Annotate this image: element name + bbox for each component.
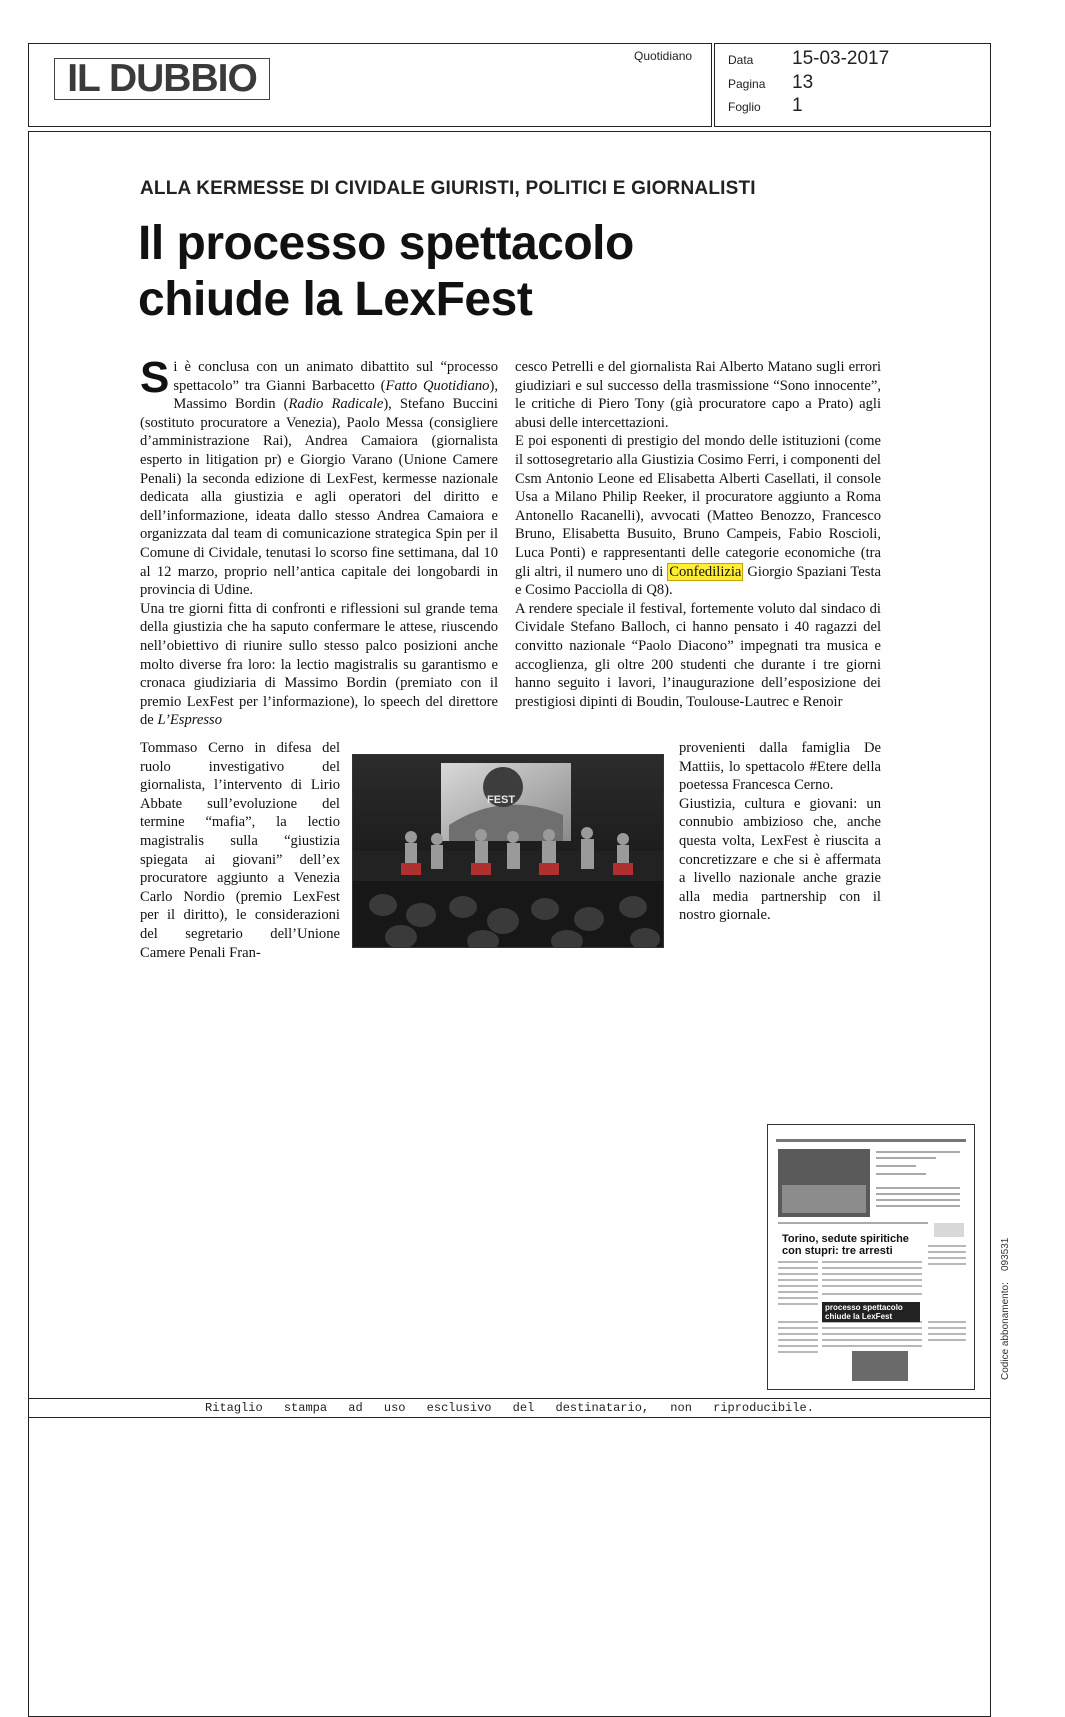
clipping-notice: Ritaglio stampa ad uso esclusivo del destinatario, non riproducibile.	[28, 1398, 991, 1418]
article-kicker: ALLA KERMESSE DI CIVIDALE GIURISTI, POLITICI E GIORNALISTI	[140, 178, 756, 199]
date-label: Data	[728, 53, 754, 67]
italic-run: Radio Radicale	[288, 396, 384, 413]
highlighted-keyword: Confedilizia	[669, 563, 742, 580]
text-run: ), Massimo Bordin (	[173, 377, 498, 413]
headline-line-1: Il processo spettacolo	[138, 217, 634, 270]
thumbnail-article-headline: processo spettacolo chiude la LexFest	[822, 1302, 920, 1322]
paragraph: provenienti dalla famiglia De Mattiis, lo spettacolo #Etere della poetessa Francesca Cerno.	[679, 740, 881, 794]
thumbnail-headline: Torino, sedute spiritiche con stupri: tre arresti	[782, 1233, 909, 1257]
paragraph: Giustizia, cultura e giovani: un connubio ambizioso che, anche questa volta, LexFest è riuscita a concretizzare e che si è affermata a livello nazionale anche grazie alla media partnership con il nostro giornale.	[679, 795, 881, 924]
paragraph	[140, 600, 498, 730]
thumbnail-page-layout	[768, 1125, 974, 1389]
page-label: Pagina	[728, 77, 766, 91]
italic-run: Fatto Quotidiano	[385, 377, 490, 394]
paragraph: Tommaso Cerno in difesa del ruolo investigativo del giornalista, l’intervento di Lirio Abbate sull’evoluzione del termine “mafia”, la lectio magistralis sulla “giustizia spiegata ai giovani” dell’ex procuratore aggiunto a Venezia Carlo Nordio (premio LexFest per il diritto), le considerazioni del segretario dell’Unione Camere Penali Fran-	[140, 740, 340, 961]
paragraph: A rendere speciale il festival, fortemente voluto dal sindaco di Cividale Stefano Balloch, ci hanno pensato i 40 ragazzi del convitto nazionale “Paolo Diacono” impegnati tra musica e accoglienza, gli oltre 200 studenti che durante i tre giorni hanno seguito i lavori, l’inaugurazione dell’esposizione dei prestigiosi dipinti di Boudin, Toulouse-Lautrec e Renoir	[515, 600, 881, 710]
page-value: 13	[792, 72, 814, 93]
subscription-number: 093531	[1000, 1237, 1011, 1272]
date-value: 15-03-2017	[792, 48, 890, 69]
publication-kind: Quotidiano	[634, 49, 693, 63]
article-column-2	[515, 358, 881, 711]
text-run: i è conclusa con un animato dibattito sul “processo spettacolo” tra Gianni Barbacetto (	[173, 359, 498, 394]
paragraph	[140, 353, 498, 600]
paragraph	[515, 432, 881, 599]
sheet-label: Foglio	[728, 100, 761, 114]
paragraph: cesco Petrelli e del giornalista Rai Alberto Matano sugli errori giudiziari e sul successo della trasmissione “Sono innocente”, le critiche di Piero Tony (già procuratore capo a Prato) agli abusi delle intercettazioni.	[515, 359, 881, 431]
text-run: Una tre giorni fitta di confronti e riflessioni sul grande tema della giustizia che ha saputo confermare le attese, riuscendo nell’obiettivo di riunire sullo stesso palco posizioni anche molto diverse fra loro: la lectio magistralis su garantismo e cronaca giudiziaria di Massimo Bordin (premiato con il premio LexFest per l’informazione), lo speech del direttore de	[140, 600, 498, 729]
text-run: Giorgio Spaziani Testa e Cosimo Pacciolla di Q8).	[515, 563, 881, 599]
article-photo	[352, 754, 664, 948]
italic-run: L’Espresso	[157, 712, 223, 729]
article-headline	[138, 216, 858, 328]
sheet-value: 1	[792, 95, 803, 116]
newspaper-logo: IL DUBBIO	[54, 58, 270, 100]
text-run: ), Stefano Buccini (sostituto procuratore a Venezia), Paolo Messa (consigliere d’amministrazione Rai), Andrea Camaiora (giornalista esperto in litigation pr) e Giorgio Varano (Unione Camere Penali) la seconda edizione di LexFest, kermesse nazionale dedicata alla giustizia e agli operatori del diritto e dell’informazione, ideata dallo stesso Andrea Camaiora e organizzata dal team di comunicazione strategica Spin per il Comune di Cividale, tenutasi lo scorso fine settimana, dal 10 al 12 marzo, proprio nell’antica capitale dei longobardi in provincia di Udine.	[140, 396, 498, 599]
headline-line-2: chiude la LexFest	[138, 273, 533, 326]
article-column-1-continued	[140, 739, 340, 962]
article-column-1	[140, 353, 498, 730]
text-run: E poi esponenti di prestigio del mondo delle istituzioni (come il sottosegretario alla Giustizia Cosimo Ferri, i componenti del Csm Antonio Leone ed Elisabetta Alberti Casellati, il console Usa a Milano Philip Reeker, il procuratore aggiunto a Roma Antonello Racanelli), avvocati (Matteo Benozzo, Francesco Bruno, Elisabetta Busuito, Bruno Campeis, Fabio Roscioli, Luca Ponti) e rappresentanti delle categorie economiche (tra gli altri, il numero uno di	[515, 433, 881, 580]
screen-logo-text: FEST	[487, 794, 516, 806]
article-column-2-continued	[679, 739, 881, 925]
conference-stage-image	[353, 755, 663, 947]
dropcap: S	[140, 353, 170, 402]
front-page-thumbnail	[767, 1124, 975, 1390]
subscription-code	[1000, 1238, 1011, 1380]
subscription-label: Codice abbonamento:	[1000, 1282, 1011, 1380]
